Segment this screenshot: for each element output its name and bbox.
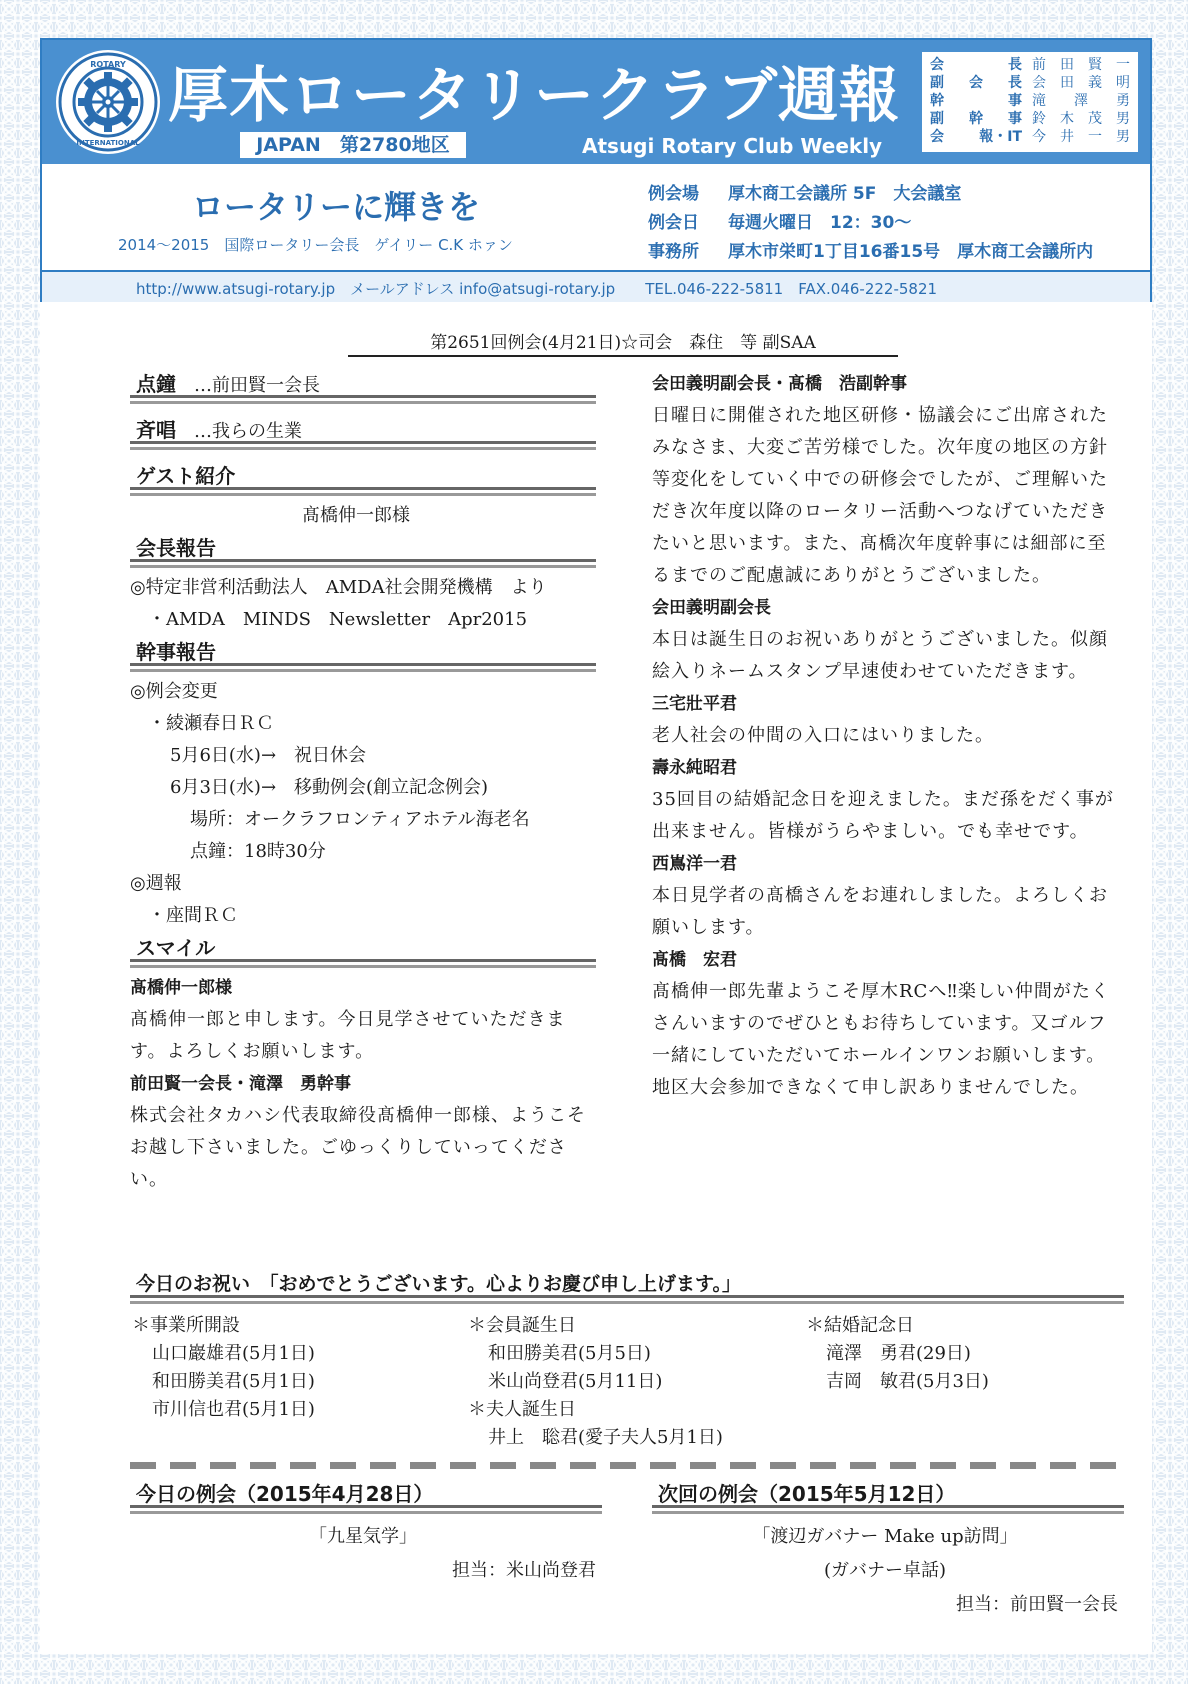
celebration-item: 井上 聡君(愛子夫人5月1日) — [488, 1427, 723, 1448]
secretary-line: ・座間ＲＣ — [148, 905, 238, 926]
celebration-item: 米山尚登君(5月11日) — [488, 1371, 663, 1392]
smile-text: 老人社会の仲間の入口にはいりました。 — [652, 725, 994, 746]
ri-president: 2014～2015 国際ロータリー会長 ゲイリー C.K ホァン — [118, 236, 513, 254]
officer-row — [930, 92, 1130, 110]
today-staff: 担当：米山尚登君 — [452, 1560, 596, 1581]
ri-theme: ロータリーに輝きを — [192, 188, 481, 226]
smile-text: 髙橋伸一郎先輩ようこそ厚木RCへ‼楽しい仲間がたくさんいますのでぜひともお待ちしています。又ゴルフ一緒にしていただいてホールインワンお願いします。地区大会参加できなくて申し訳ありませんでした。 — [652, 981, 1110, 1098]
celebration-col-birthday — [468, 1312, 723, 1452]
smile-name: 三宅壯平君 — [652, 694, 737, 714]
celebration-item: 滝澤 勇君(29日) — [826, 1343, 971, 1364]
smile-text: 本日は誕生日のお祝いありがとうございました。似顔絵入りネームスタンプ早速使わせていただきます。 — [652, 629, 1108, 682]
celebration-heading: ＊会員誕生日 — [468, 1315, 576, 1336]
rotary-wheel-logo — [54, 48, 162, 156]
celebration-item: 和田勝美君(5月1日) — [152, 1371, 315, 1392]
section-bell: 点鐘 …前田賢一会長 — [130, 368, 596, 400]
club-title: 厚木ロータリークラブ週報 — [168, 61, 900, 131]
officer-row — [930, 110, 1130, 128]
section-guest: ゲスト紹介 — [130, 460, 596, 492]
officer-name: 今 井 一 男 — [1032, 129, 1130, 145]
officer-role: 会 長 — [930, 57, 1022, 73]
officer-role: 副 会 長 — [930, 75, 1022, 91]
secretary-line: ・綾瀬春日ＲＣ — [148, 713, 274, 734]
info-row-venue: 例会場 厚木商工会議所 5F 大会議室 — [648, 184, 962, 204]
contact-info: http://www.atsugi-rotary.jp メールアドレス info@atsugi-rotary.jp TEL.046-222-5811 FAX.046-222-5821 — [136, 280, 938, 298]
secretary-line: 5月6日(水)→ 祝日休会 — [170, 745, 367, 766]
section-smile: スマイル — [130, 932, 596, 964]
secretary-line: 6月3日(水)→ 移動例会(創立記念例会) — [170, 777, 489, 798]
secretary-line: ◎例会変更 — [130, 681, 218, 702]
celebration-item: 市川信也君(5月1日) — [152, 1399, 315, 1420]
right-column — [652, 368, 1118, 1104]
celebration-item: 山口巖雄君(5月1日) — [152, 1343, 315, 1364]
next-sub: (ガバナー卓話) — [823, 1560, 947, 1581]
dashed-divider — [130, 1462, 1118, 1469]
president-line: ・AMDA MINDS Newsletter Apr2015 — [148, 609, 528, 630]
contact-bar — [42, 270, 1150, 302]
officer-row — [930, 74, 1130, 92]
smile-name: 会田義明副会長 — [652, 598, 771, 618]
section-today-meeting: 今日の例会（2015年4月28日） — [130, 1478, 602, 1510]
smile-name: 壽永純昭君 — [652, 758, 737, 778]
celebration-item: 吉岡 敏君(5月3日) — [826, 1371, 989, 1392]
smile-name: 会田義明副会長・髙橋 浩副幹事 — [652, 374, 907, 394]
secretary-line: 場所：オークラフロンティアホテル海老名 — [190, 809, 530, 830]
celebration-item: 和田勝美君(5月5日) — [488, 1343, 651, 1364]
section-president-report: 会長報告 — [130, 532, 596, 564]
info-row-day: 例会日 毎週火曜日 12：30～ — [648, 213, 912, 233]
section-secretary-report: 幹事報告 — [130, 636, 596, 668]
smile-text: 本日見学者の髙橋さんをお連れしました。よろしくお願いします。 — [652, 885, 1108, 938]
smile-name: 西嶌洋一君 — [652, 854, 737, 874]
next-topic: 「渡辺ガバナー Make up訪問」 — [752, 1526, 1018, 1547]
celebration-heading: ＊結婚記念日 — [806, 1315, 914, 1336]
guest-name: 髙橋伸一郎様 — [302, 505, 410, 526]
meeting-title: 第2651回例会(4月21日)☆司会 森住 等 副SAA — [348, 328, 898, 357]
smile-text: 髙橋伸一郎と申します。今日見学させていただきます。よろしくお願いします。 — [130, 1009, 566, 1062]
section-next-meeting: 次回の例会（2015年5月12日） — [652, 1478, 1124, 1510]
svg-text:ROTARY: ROTARY — [90, 60, 126, 69]
smile-name: 前田賢一会長・滝澤 勇幹事 — [130, 1074, 351, 1094]
celebration-heading: ＊夫人誕生日 — [468, 1399, 576, 1420]
section-song: 斉唱 …我らの生業 — [130, 414, 596, 446]
officer-row — [930, 56, 1130, 74]
smile-text: 株式会社タカハシ代表取締役髙橋伸一郎様、ようこそお越し下さいました。ごゆっくりしていってください。 — [130, 1105, 586, 1190]
officer-name: 前 田 賢 一 — [1032, 57, 1130, 73]
president-line: ◎特定非営利活動法人 AMDA社会開発機構 より — [130, 577, 547, 598]
secretary-line: 点鐘：18時30分 — [190, 841, 326, 862]
smile-name: 髙橋伸一郎様 — [130, 978, 232, 998]
info-row-office: 事務所 厚木市栄町1丁目16番15号 厚木商工会議所内 — [648, 242, 1094, 262]
celebration-col-business — [132, 1312, 315, 1424]
masthead — [40, 38, 1152, 302]
next-staff: 担当：前田賢一会長 — [956, 1594, 1118, 1615]
officer-name: 滝 澤 勇 — [1032, 93, 1130, 109]
officer-role: 幹 事 — [930, 93, 1022, 109]
title-banner — [42, 40, 1150, 164]
today-topic: 「九星気学」 — [309, 1526, 417, 1547]
officer-role: 会 報・IT — [930, 129, 1022, 145]
officer-row — [930, 128, 1130, 146]
secretary-line: ◎週報 — [130, 873, 182, 894]
meeting-info — [648, 180, 1093, 267]
smile-text: 日曜日に開催された地区研修・協議会にご出席されたみなさま、大変ご苦労様でした。次年度の地区の方針等変化をしていく中での研修会でしたが、ご理解いただき次年度以降のロータリー活動へつなげていただきたいと思います。また、髙橋次年度幹事には細部に至るまでのご配慮誠にありがとうございました。 — [652, 405, 1108, 586]
officer-name: 鈴 木 茂 男 — [1032, 111, 1130, 127]
section-celebration: 今日のお祝い 「おめでとうございます。心よりお慶び申し上げます。」 — [130, 1268, 1124, 1300]
left-column — [130, 368, 596, 1196]
smile-text: 35回目の結婚記念日を迎えました。まだ孫をだく事が出来ません。皆様がうらやましい。でも幸せです。 — [652, 789, 1114, 842]
svg-text:INTERNATIONAL: INTERNATIONAL — [76, 139, 140, 147]
smile-name: 髙橋 宏君 — [652, 950, 737, 970]
officers-box — [922, 52, 1138, 152]
celebration-col-anniversary — [806, 1312, 989, 1396]
officer-name: 会 田 義 明 — [1032, 75, 1130, 91]
weekly-label: Atsugi Rotary Club Weekly — [582, 134, 883, 158]
district-label: JAPAN 第2780地区 — [240, 132, 466, 158]
celebration-heading: ＊事業所開設 — [132, 1315, 240, 1336]
officer-role: 副 幹 事 — [930, 111, 1022, 127]
